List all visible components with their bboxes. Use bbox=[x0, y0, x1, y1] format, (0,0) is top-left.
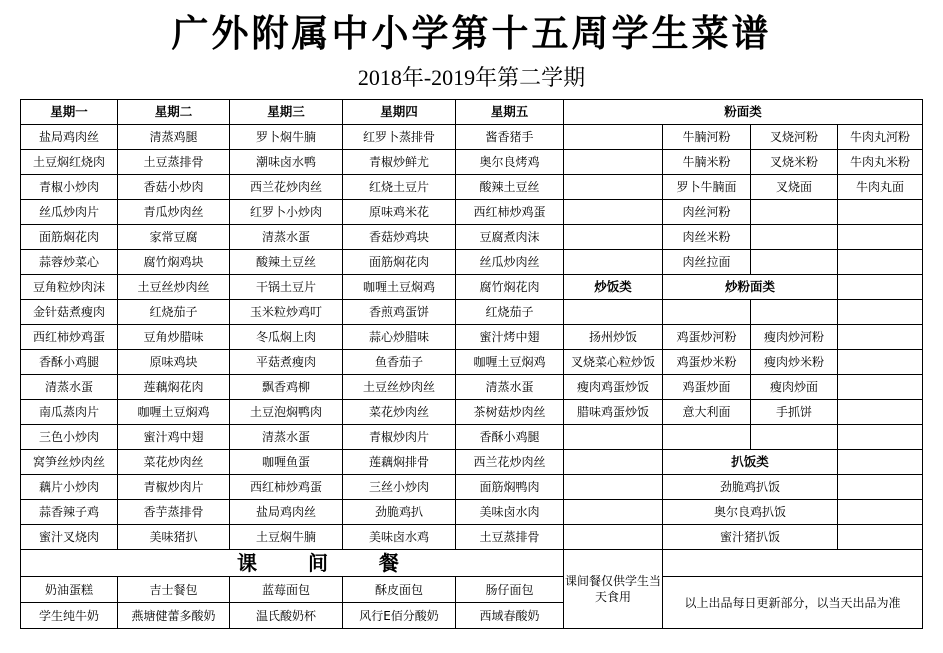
blank-cell bbox=[838, 375, 923, 400]
dish-cell: 家常豆腐 bbox=[118, 225, 230, 250]
blank-cell bbox=[564, 475, 663, 500]
dish-cell: 香芋蒸排骨 bbox=[118, 500, 230, 525]
day-header: 星期四 bbox=[343, 100, 456, 125]
blank-cell bbox=[838, 300, 923, 325]
dish-cell: 菜花炒肉丝 bbox=[343, 400, 456, 425]
dish-cell: 丝瓜炒肉片 bbox=[21, 200, 118, 225]
table-row bbox=[21, 550, 923, 577]
dish-cell: 香酥小鸡腿 bbox=[21, 350, 118, 375]
dish-cell: 酸辣土豆丝 bbox=[456, 175, 564, 200]
table-row bbox=[21, 375, 923, 400]
blank-cell bbox=[564, 250, 663, 275]
dish-cell: 土豆丝炒肉丝 bbox=[118, 275, 230, 300]
snack-milk-item: 西域春酸奶 bbox=[456, 603, 564, 629]
dish-cell: 香酥小鸡腿 bbox=[456, 425, 564, 450]
dish-cell: 青椒炒鲜尤 bbox=[343, 150, 456, 175]
fried-noodle-item: 手抓饼 bbox=[751, 400, 838, 425]
dish-cell: 奥尔良烤鸡 bbox=[456, 150, 564, 175]
fried-rice-item: 瘦肉鸡蛋炒饭 bbox=[564, 375, 663, 400]
dish-cell: 咖喱土豆焖鸡 bbox=[456, 350, 564, 375]
dish-cell: 清蒸水蛋 bbox=[21, 375, 118, 400]
noodle-item: 牛肉丸米粉 bbox=[838, 150, 923, 175]
blank-cell bbox=[564, 125, 663, 150]
dish-cell: 土豆丝炒肉丝 bbox=[343, 375, 456, 400]
table-row bbox=[21, 150, 923, 175]
dish-cell: 原味鸡块 bbox=[118, 350, 230, 375]
dish-cell: 西红柿炒鸡蛋 bbox=[230, 475, 343, 500]
dish-cell: 西兰花炒肉丝 bbox=[230, 175, 343, 200]
dish-cell: 罗卜焖牛腩 bbox=[230, 125, 343, 150]
dish-cell: 土豆焖牛腩 bbox=[230, 525, 343, 550]
noodle-item: 牛肉丸河粉 bbox=[838, 125, 923, 150]
snack-remark: 以上出品每日更新部分，以当天出品为准 bbox=[663, 577, 923, 629]
dish-cell: 蒜心炒腊味 bbox=[343, 325, 456, 350]
table-row bbox=[21, 500, 923, 525]
dish-cell: 西兰花炒肉丝 bbox=[456, 450, 564, 475]
dish-cell: 清蒸鸡腿 bbox=[118, 125, 230, 150]
dish-cell: 土豆泡焖鸭肉 bbox=[230, 400, 343, 425]
snack-bread-item: 酥皮面包 bbox=[343, 577, 456, 603]
dish-cell: 香菇小炒肉 bbox=[118, 175, 230, 200]
table-row bbox=[21, 275, 923, 300]
dish-cell: 清蒸水蛋 bbox=[456, 375, 564, 400]
blank-cell bbox=[838, 400, 923, 425]
fried-noodle-item: 鸡蛋炒河粉 bbox=[663, 325, 751, 350]
dish-cell: 豆角粒炒肉沫 bbox=[21, 275, 118, 300]
dish-cell: 原味鸡米花 bbox=[343, 200, 456, 225]
noodle-item: 罗卜牛腩面 bbox=[663, 175, 751, 200]
blank-cell bbox=[564, 150, 663, 175]
snack-bread-item: 吉士餐包 bbox=[118, 577, 230, 603]
dish-cell: 青椒小炒肉 bbox=[21, 175, 118, 200]
blank-cell bbox=[663, 550, 923, 577]
noodle-item bbox=[838, 225, 923, 250]
dish-cell: 腐竹焖鸡块 bbox=[118, 250, 230, 275]
table-row bbox=[21, 100, 923, 125]
blank-cell bbox=[663, 300, 751, 325]
dish-cell: 面筋焖鸭肉 bbox=[456, 475, 564, 500]
dish-cell: 西红柿炒鸡蛋 bbox=[21, 325, 118, 350]
blank-cell bbox=[564, 225, 663, 250]
blank-cell bbox=[564, 300, 663, 325]
dish-cell: 茶树菇炒肉丝 bbox=[456, 400, 564, 425]
dish-cell: 青椒炒肉片 bbox=[343, 425, 456, 450]
dish-cell: 盐局鸡肉丝 bbox=[230, 500, 343, 525]
dish-cell: 青瓜炒肉丝 bbox=[118, 200, 230, 225]
dish-cell: 红烧茄子 bbox=[456, 300, 564, 325]
fried-noodles-header: 炒粉面类 bbox=[663, 275, 838, 300]
dish-cell: 飘香鸡柳 bbox=[230, 375, 343, 400]
day-header: 星期一 bbox=[21, 100, 118, 125]
noodle-item bbox=[751, 200, 838, 225]
table-row bbox=[21, 425, 923, 450]
fried-noodle-item: 瘦肉炒面 bbox=[751, 375, 838, 400]
dish-cell: 美味卤水肉 bbox=[456, 500, 564, 525]
noodle-item: 叉烧米粉 bbox=[751, 150, 838, 175]
fried-noodle-item: 瘦肉炒米粉 bbox=[751, 350, 838, 375]
blank-cell bbox=[838, 325, 923, 350]
blank-cell bbox=[838, 275, 923, 300]
dish-cell: 丝瓜炒肉丝 bbox=[456, 250, 564, 275]
dish-cell: 鱼香茄子 bbox=[343, 350, 456, 375]
dish-cell: 美味卤水鸡 bbox=[343, 525, 456, 550]
noodle-item: 牛肉丸面 bbox=[838, 175, 923, 200]
noodle-item: 牛腩米粉 bbox=[663, 150, 751, 175]
blank-cell bbox=[564, 175, 663, 200]
dish-cell: 豆角炒腊味 bbox=[118, 325, 230, 350]
dish-cell: 蜜汁烤中翅 bbox=[456, 325, 564, 350]
dish-cell: 莲藕焖花肉 bbox=[118, 375, 230, 400]
dish-cell: 红烧土豆片 bbox=[343, 175, 456, 200]
snack-bread-item: 肠仔面包 bbox=[456, 577, 564, 603]
dish-cell: 土豆焖红烧肉 bbox=[21, 150, 118, 175]
noodle-item: 肉丝河粉 bbox=[663, 200, 751, 225]
dish-cell: 面筋焖花肉 bbox=[343, 250, 456, 275]
dish-cell: 盐局鸡肉丝 bbox=[21, 125, 118, 150]
dish-cell: 咖喱土豆焖鸡 bbox=[343, 275, 456, 300]
dish-cell: 莲藕焖排骨 bbox=[343, 450, 456, 475]
dish-cell: 劲脆鸡扒 bbox=[343, 500, 456, 525]
table-row bbox=[21, 200, 923, 225]
snack-milk-item: 温氏酸奶杯 bbox=[230, 603, 343, 629]
cutlet-item: 蜜汁猪扒饭 bbox=[663, 525, 838, 550]
noodle-item: 叉烧面 bbox=[751, 175, 838, 200]
dish-cell: 面筋焖花肉 bbox=[21, 225, 118, 250]
dish-cell: 豆腐煮肉沫 bbox=[456, 225, 564, 250]
dish-cell: 三丝小炒肉 bbox=[343, 475, 456, 500]
table-row bbox=[21, 525, 923, 550]
blank-cell bbox=[838, 450, 923, 475]
table-row bbox=[21, 125, 923, 150]
snack-bread-item: 蓝莓面包 bbox=[230, 577, 343, 603]
dish-cell: 蒜香辣子鸡 bbox=[21, 500, 118, 525]
dish-cell: 冬瓜焖上肉 bbox=[230, 325, 343, 350]
noodle-item: 叉烧河粉 bbox=[751, 125, 838, 150]
day-header: 星期五 bbox=[456, 100, 564, 125]
dish-cell: 红罗卜蒸排骨 bbox=[343, 125, 456, 150]
cutlet-item: 奥尔良鸡扒饭 bbox=[663, 500, 838, 525]
blank-cell bbox=[751, 300, 838, 325]
dish-cell: 蒜蓉炒菜心 bbox=[21, 250, 118, 275]
blank-cell bbox=[838, 425, 923, 450]
table-row bbox=[21, 450, 923, 475]
blank-cell bbox=[564, 200, 663, 225]
blank-cell bbox=[838, 525, 923, 550]
fried-rice-item: 腊味鸡蛋炒饭 bbox=[564, 400, 663, 425]
snack-milk-item: 风行E佰分酸奶 bbox=[343, 603, 456, 629]
dish-cell: 红罗卜小炒肉 bbox=[230, 200, 343, 225]
snack-note: 课间餐仅供学生当天食用 bbox=[564, 550, 663, 629]
fried-noodle-item: 鸡蛋炒面 bbox=[663, 375, 751, 400]
fried-noodle-item: 鸡蛋炒米粉 bbox=[663, 350, 751, 375]
dish-cell: 美味猪扒 bbox=[118, 525, 230, 550]
table-row bbox=[21, 175, 923, 200]
blank-cell bbox=[838, 475, 923, 500]
table-row bbox=[21, 325, 923, 350]
fried-rice-item: 叉烧菜心粒炒饭 bbox=[564, 350, 663, 375]
fried-rice-item: 扬州炒饭 bbox=[564, 325, 663, 350]
noodle-item bbox=[838, 250, 923, 275]
blank-cell bbox=[564, 450, 663, 475]
dish-cell: 三色小炒肉 bbox=[21, 425, 118, 450]
dish-cell: 腐竹焖花肉 bbox=[456, 275, 564, 300]
dish-cell: 蜜汁鸡中翅 bbox=[118, 425, 230, 450]
table-row bbox=[21, 400, 923, 425]
blank-cell bbox=[838, 350, 923, 375]
dish-cell: 清蒸水蛋 bbox=[230, 425, 343, 450]
dish-cell: 咖喱土豆焖鸡 bbox=[118, 400, 230, 425]
fried-noodle-item: 瘦肉炒河粉 bbox=[751, 325, 838, 350]
dish-cell: 藕片小炒肉 bbox=[21, 475, 118, 500]
blank-cell bbox=[663, 425, 751, 450]
dish-cell: 蜜汁叉烧肉 bbox=[21, 525, 118, 550]
snack-milk-item: 学生纯牛奶 bbox=[21, 603, 118, 629]
dish-cell: 菜花炒肉丝 bbox=[118, 450, 230, 475]
blank-cell bbox=[564, 500, 663, 525]
table-row bbox=[21, 300, 923, 325]
dish-cell: 西红柿炒鸡蛋 bbox=[456, 200, 564, 225]
page-subtitle: 2018年-2019年第二学期 bbox=[357, 65, 586, 90]
dish-cell: 潮味卤水鸭 bbox=[230, 150, 343, 175]
snack-header: 课 间 餐 bbox=[21, 550, 564, 577]
dish-cell: 金针菇煮瘦肉 bbox=[21, 300, 118, 325]
menu-table bbox=[20, 99, 923, 629]
dish-cell: 窝笋丝炒肉丝 bbox=[21, 450, 118, 475]
noodle-item bbox=[751, 250, 838, 275]
day-header: 星期二 bbox=[118, 100, 230, 125]
fried-rice-header: 炒饭类 bbox=[564, 275, 663, 300]
noodles-header: 粉面类 bbox=[564, 100, 923, 125]
dish-cell: 酱香猪手 bbox=[456, 125, 564, 150]
noodle-item bbox=[751, 225, 838, 250]
dish-cell: 南瓜蒸肉片 bbox=[21, 400, 118, 425]
blank-cell bbox=[564, 425, 663, 450]
cutlet-header: 扒饭类 bbox=[663, 450, 838, 475]
day-header: 星期三 bbox=[230, 100, 343, 125]
table-row bbox=[21, 225, 923, 250]
dish-cell: 干锅土豆片 bbox=[230, 275, 343, 300]
noodle-item bbox=[838, 200, 923, 225]
blank-cell bbox=[564, 525, 663, 550]
snack-bread-item: 奶油蛋糕 bbox=[21, 577, 118, 603]
noodle-item: 肉丝拉面 bbox=[663, 250, 751, 275]
dish-cell: 平菇煮瘦肉 bbox=[230, 350, 343, 375]
dish-cell: 青椒炒肉片 bbox=[118, 475, 230, 500]
dish-cell: 香煎鸡蛋饼 bbox=[343, 300, 456, 325]
fried-noodle-item: 意大利面 bbox=[663, 400, 751, 425]
table-row bbox=[21, 475, 923, 500]
dish-cell: 清蒸水蛋 bbox=[230, 225, 343, 250]
snack-milk-item: 燕塘健蕾多酸奶 bbox=[118, 603, 230, 629]
page-title: 广外附属中小学第十五周学生菜谱 bbox=[171, 11, 772, 55]
dish-cell: 土豆蒸排骨 bbox=[456, 525, 564, 550]
blank-cell bbox=[838, 500, 923, 525]
table-row bbox=[21, 577, 923, 603]
table-row bbox=[21, 350, 923, 375]
cutlet-item: 劲脆鸡扒饭 bbox=[663, 475, 838, 500]
dish-cell: 香菇炒鸡块 bbox=[343, 225, 456, 250]
noodle-item: 牛腩河粉 bbox=[663, 125, 751, 150]
dish-cell: 土豆蒸排骨 bbox=[118, 150, 230, 175]
dish-cell: 咖喱鱼蛋 bbox=[230, 450, 343, 475]
dish-cell: 玉米粒炒鸡叮 bbox=[230, 300, 343, 325]
dish-cell: 酸辣土豆丝 bbox=[230, 250, 343, 275]
table-row bbox=[21, 250, 923, 275]
noodle-item: 肉丝米粉 bbox=[663, 225, 751, 250]
blank-cell bbox=[751, 425, 838, 450]
dish-cell: 红烧茄子 bbox=[118, 300, 230, 325]
